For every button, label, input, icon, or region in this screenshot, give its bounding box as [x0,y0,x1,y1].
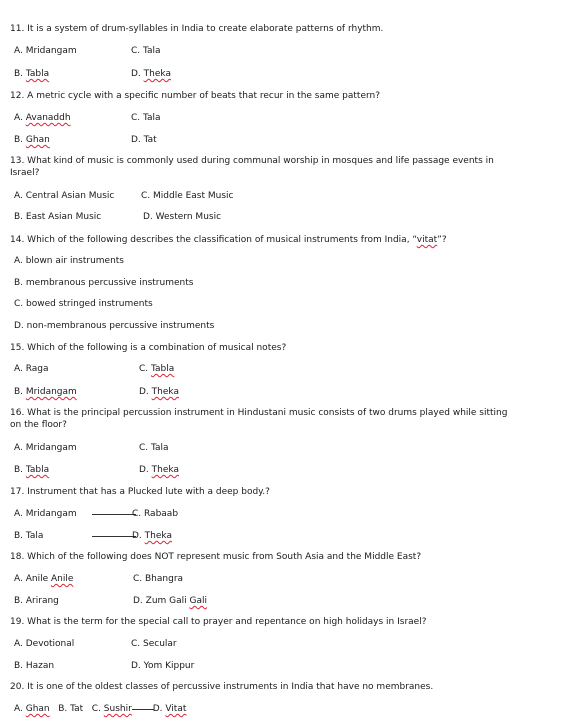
q18-option-d: D. Zum Gali Gali [133,596,208,606]
q13-option-c: C. Middle East Music [141,191,234,201]
q17-option-c: C. Rabaab [92,509,178,520]
q19-option-d: D. Yom Kippur [131,661,195,671]
q15-option-d: D. Theka [139,387,179,397]
q12-option-d: D. Tat [131,135,157,145]
q16-option-b: B. Tabla [14,465,50,475]
q12-option-c: C. Tala [131,113,161,123]
q16-option-d: D. Theka [139,465,179,475]
q20-options [14,704,186,715]
answer-blank-line [92,513,136,515]
q11-option-c: C. Tala [131,46,161,56]
q11-option-d: D. Theka [131,69,171,79]
question-12: 12. A metric cycle with a specific number of beats that recur in the same pattern? [10,91,381,101]
q16-option-a: A. Mridangam [14,443,77,453]
answer-blank-line [92,535,136,537]
question-13-line-1: 13. What kind of music is commonly used during communal worship in mosques and life passage events in [10,156,494,166]
q20-option-c: C. Sushir [91,704,132,714]
q19-option-c: C. Secular [131,639,177,649]
question-18: 18. Which of the following does NOT represent music from South Asia and the Middle East? [10,552,422,562]
q14-option-a: A. blown air instruments [14,256,124,266]
q15-option-b: B. Mridangam [14,387,77,397]
q15-option-a: A. Raga [14,364,49,374]
q16-option-c: C. Tala [139,443,169,453]
q19-option-b: B. Hazan [14,661,55,671]
q13-option-b: B. East Asian Music [14,212,102,222]
q12-option-a: A. Avanaddh [14,113,71,123]
q17-option-d: D. Theka [92,531,172,542]
question-19: 19. What is the term for the special call to prayer and repentance on high holidays in Israel? [10,617,427,627]
question-16-line-2: on the floor? [10,420,67,430]
question-13-line-2: Israel? [10,168,40,178]
q17-option-b: B. Tala [14,531,44,541]
q13-option-d: D. Western Music [143,212,222,222]
question-11: 11. It is a system of drum-syllables in India to create elaborate patterns of rhythm. [10,24,384,34]
question-15: 15. Which of the following is a combination of musical notes? [10,343,287,353]
q14-option-b: B. membranous percussive instruments [14,278,194,288]
q18-option-a: A. Anile Anile [14,574,74,584]
question-20: 20. It is one of the oldest classes of percussive instruments in India that have no membranes. [10,682,434,692]
question-14: 14. Which of the following describes the classification of musical instruments from India, “vitat”? [10,235,447,245]
question-17: 17. Instrument that has a Plucked lute with a deep body.? [10,487,270,497]
q17-option-a: A. Mridangam [14,509,77,519]
q14-option-d: D. non-membranous percussive instruments [14,321,215,331]
q15-option-c: C. Tabla [139,364,175,374]
q18-option-c: C. Bhangra [133,574,184,584]
q14-option-c: C. bowed stringed instruments [14,299,153,309]
q20-option-a: A. Ghan [14,704,50,714]
q11-option-a: A. Mridangam [14,46,77,56]
question-16-line-1: 16. What is the principal percussion instrument in Hindustani music consists of two drums played while sitting [10,408,508,418]
q19-option-a: A. Devotional [14,639,75,649]
q18-option-b: B. Arirang [14,596,59,606]
q20-option-b: B. Tat [58,704,84,714]
answer-blank-line [132,708,154,710]
q11-option-b: B. Tabla [14,69,50,79]
q20-option-d: D. Vitat [152,704,187,714]
q13-option-a: A. Central Asian Music [14,191,115,201]
q12-option-b: B. Ghan [14,135,50,145]
